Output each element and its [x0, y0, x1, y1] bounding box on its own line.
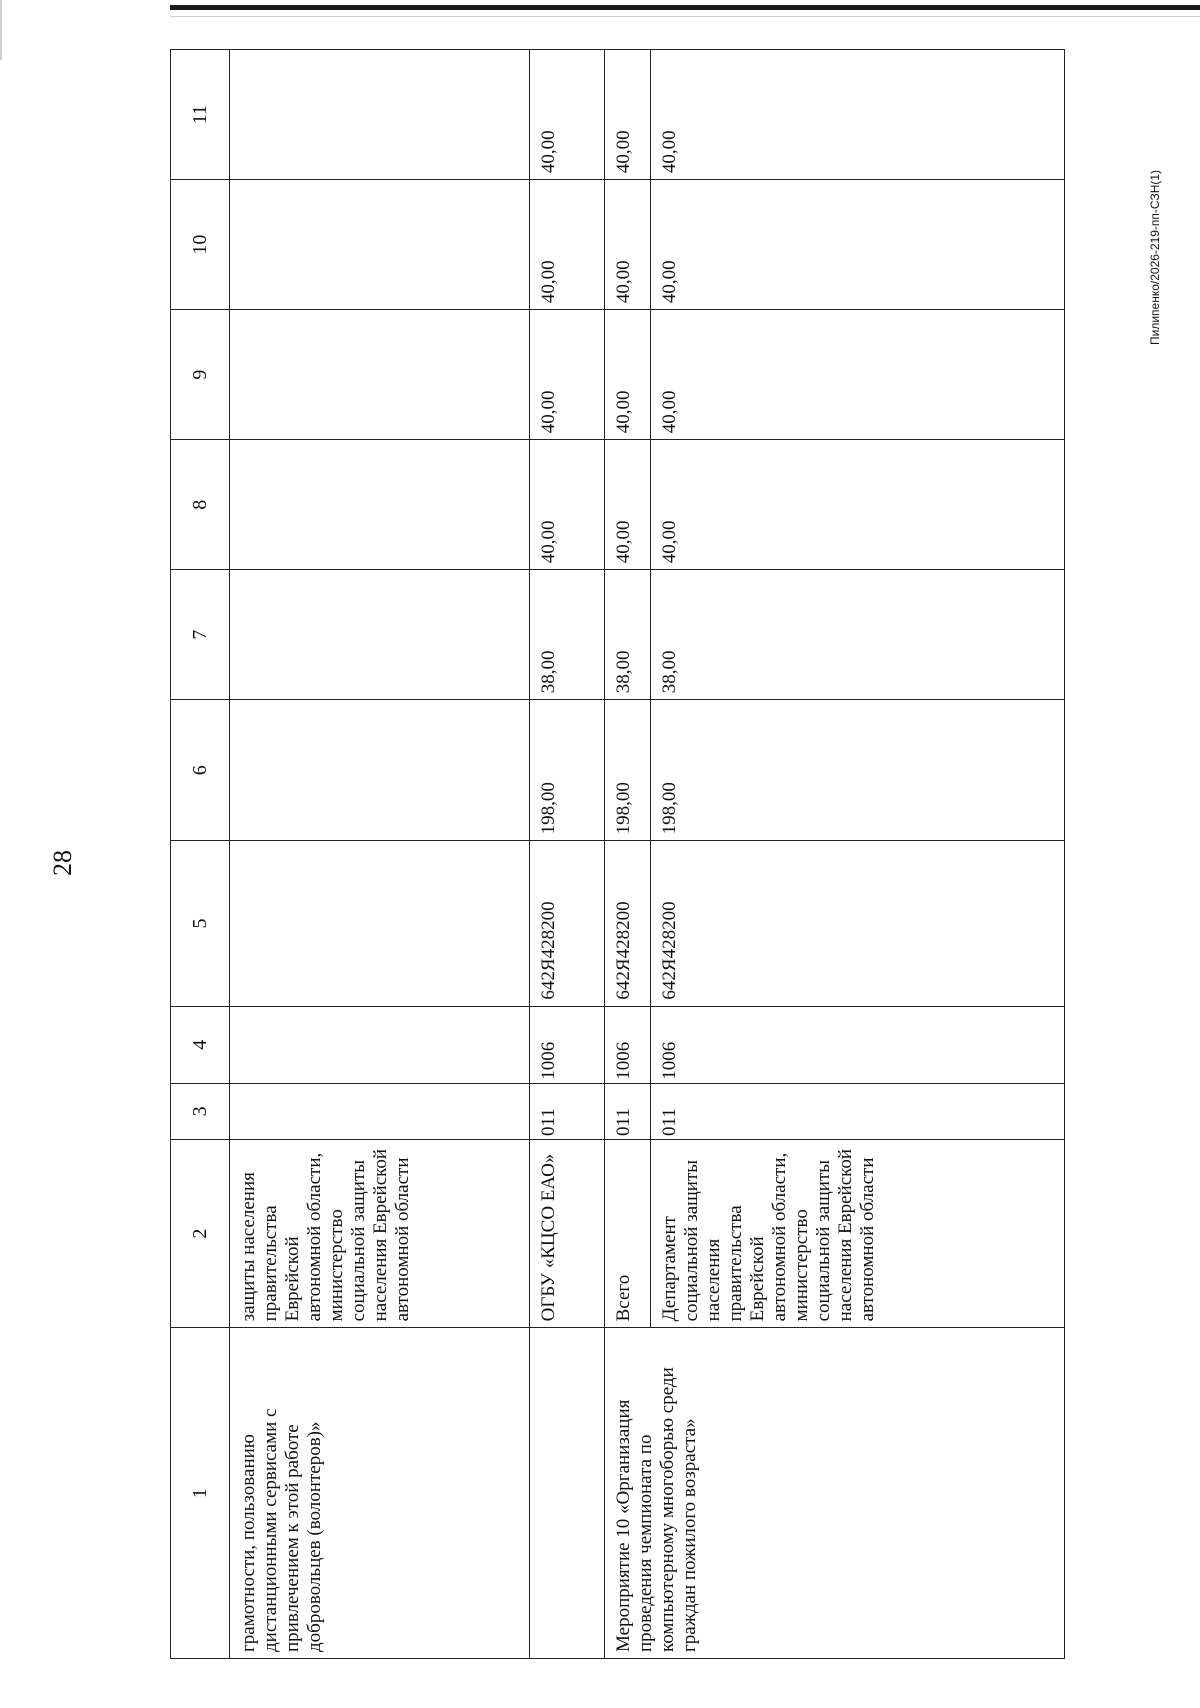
- amount-cell: 40,00: [651, 180, 1065, 310]
- table-row: [605, 50, 651, 1659]
- amount-cell: 40,00: [530, 310, 605, 440]
- table-cell: [230, 841, 530, 1006]
- amount-cell: 40,00: [651, 310, 1065, 440]
- column-header: 2: [171, 1139, 230, 1327]
- gov-code-cell: 011: [651, 1083, 1065, 1139]
- amount-cell: 40,00: [530, 180, 605, 310]
- gov-code-cell: 011: [530, 1083, 605, 1139]
- column-header: 11: [171, 50, 230, 180]
- section-code-cell: 1006: [605, 1006, 651, 1083]
- table-cell: [230, 700, 530, 841]
- executor-cell: Департамент социальной защиты населения правительства Еврейской автономной области, министерство социальной защиты населения Еврейской автономной области: [651, 1139, 1065, 1327]
- table-cell: [230, 50, 530, 180]
- target-code-cell: 642Я428200: [605, 841, 651, 1006]
- table-cell: [230, 570, 530, 700]
- section-code-cell: 1006: [530, 1006, 605, 1083]
- amount-cell: 40,00: [651, 440, 1065, 570]
- activity-name-cell: Мероприятие 10 «Организация проведения чемпионата по компьютерному многоборью среди граждан пожилого возраста»: [605, 1328, 1065, 1659]
- amount-cell: 40,00: [651, 50, 1065, 180]
- column-header: 6: [171, 700, 230, 841]
- table-header-row: [171, 50, 230, 1659]
- scan-top-border: [170, 5, 1200, 10]
- executor-cell: Всего: [605, 1139, 651, 1327]
- column-header: 7: [171, 570, 230, 700]
- executor-cell: ОГБУ «КЦСО ЕАО»: [530, 1139, 605, 1327]
- column-header: 1: [171, 1328, 230, 1659]
- column-header: 8: [171, 440, 230, 570]
- amount-cell: 38,00: [651, 570, 1065, 700]
- activity-name-cell: [530, 1328, 605, 1659]
- scan-edge-mark: [0, 0, 2, 60]
- table-row: [530, 50, 605, 1659]
- executor-cell: защиты населения правительства Еврейской автономной области, министерство социальной защиты населения Еврейской автономной области: [230, 1139, 530, 1327]
- section-code-cell: 1006: [651, 1006, 1065, 1083]
- amount-cell: 40,00: [530, 440, 605, 570]
- table-cell: [230, 310, 530, 440]
- table-row: [230, 50, 530, 1659]
- page-number: 28: [48, 850, 77, 876]
- table-cell: [230, 180, 530, 310]
- activity-name-cell: грамотности, пользованию дистанционными сервисами с привлечением к этой работе добровольцев (волонтеров)»: [230, 1328, 530, 1659]
- amount-cell: 198,00: [605, 700, 651, 841]
- amount-cell: 40,00: [605, 310, 651, 440]
- scan-top-border-thin: [170, 16, 1200, 17]
- column-header: 5: [171, 841, 230, 1006]
- amount-cell: 38,00: [530, 570, 605, 700]
- column-header: 4: [171, 1006, 230, 1083]
- target-code-cell: 642Я428200: [530, 841, 605, 1006]
- document-footer-id: Пилипенко/2026-219-пп-СЗН(1): [1148, 169, 1162, 345]
- column-header: 10: [171, 180, 230, 310]
- amount-cell: 40,00: [605, 50, 651, 180]
- table-cell: [230, 1006, 530, 1083]
- column-header: 9: [171, 310, 230, 440]
- amount-cell: 198,00: [651, 700, 1065, 841]
- table-cell: [230, 440, 530, 570]
- gov-code-cell: 011: [605, 1083, 651, 1139]
- table-cell: [230, 1083, 530, 1139]
- amount-cell: 40,00: [530, 50, 605, 180]
- amount-cell: 40,00: [605, 180, 651, 310]
- column-header: 3: [171, 1083, 230, 1139]
- target-code-cell: 642Я428200: [651, 841, 1065, 1006]
- amount-cell: 198,00: [530, 700, 605, 841]
- amount-cell: 38,00: [605, 570, 651, 700]
- budget-table: [170, 49, 1065, 1659]
- amount-cell: 40,00: [605, 440, 651, 570]
